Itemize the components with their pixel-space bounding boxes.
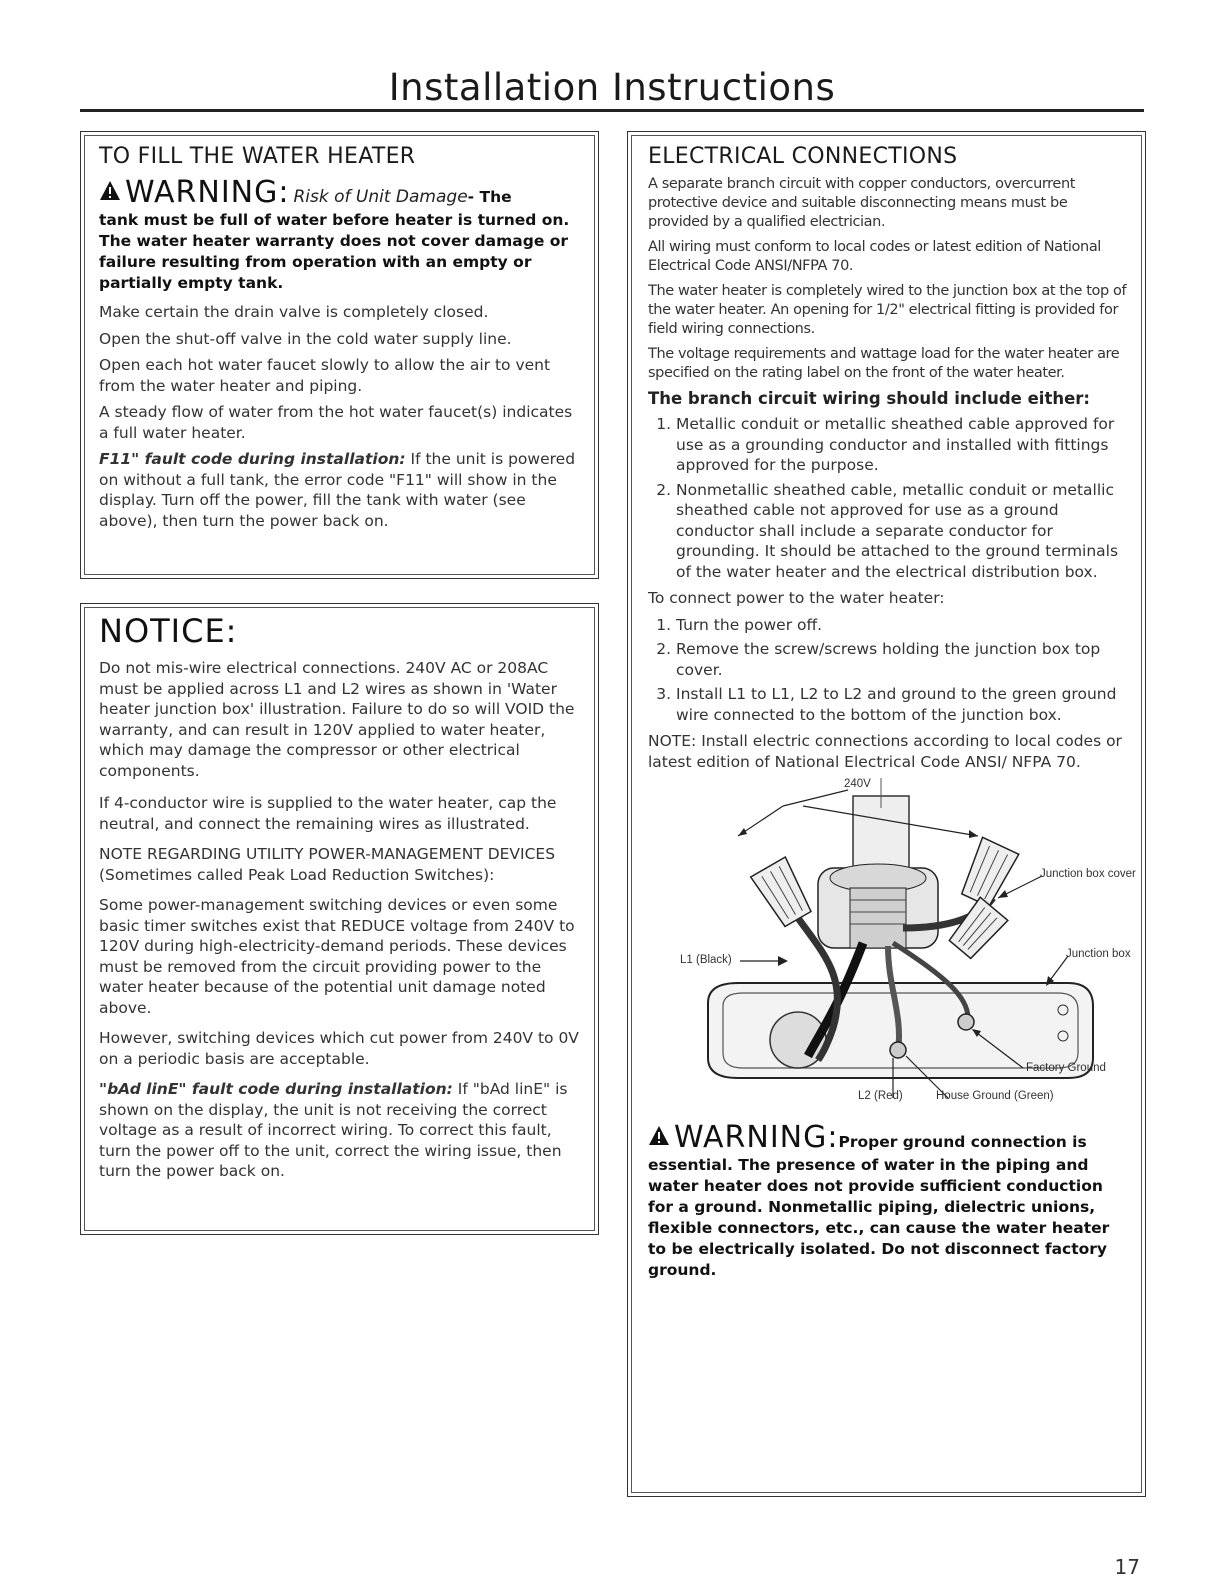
branch-circuit-subheading: The branch circuit wiring should include either: xyxy=(648,389,1091,408)
warning-triangle-icon xyxy=(648,1125,670,1147)
fill-warning-tail: - The xyxy=(467,188,512,206)
connect-note: NOTE: Install electric connections according to local codes or latest edition of National Electrical Code ANSI/ NFPA 70. xyxy=(648,732,1122,771)
branch-circuit-list xyxy=(648,414,1127,582)
electrical-connections-box xyxy=(627,131,1146,1497)
electrical-paragraph: The water heater is completely wired to the junction box at the top of the water heater. An opening for 1/2" electrical fitting is provided for field wiring connections. xyxy=(648,283,1127,337)
electrical-heading: ELECTRICAL CONNECTIONS xyxy=(648,144,958,169)
title-rule xyxy=(80,109,1144,112)
fill-warning-text: tank must be full of water before heater is turned on. The water heater warranty does not cover damage or failure resulting from operation with an empty or partially empty tank. xyxy=(99,211,570,292)
list-item: 2. Remove the screw/screws holding the junction box top cover. xyxy=(676,639,1127,680)
diagram-label-factory-ground: Factory Ground xyxy=(1026,1062,1106,1074)
fill-paragraph: Open the shut-off valve in the cold water supply line. xyxy=(99,329,512,348)
notice-paragraph: NOTE REGARDING UTILITY POWER-MANAGEMENT DEVICES (Sometimes called Peak Load Reduction Switches): xyxy=(99,845,556,884)
connect-steps-list xyxy=(648,615,1127,726)
fill-water-heater-box xyxy=(80,131,599,579)
diagram-label-junction-box: Junction box xyxy=(1066,948,1131,960)
diagram-label-240v: 240V xyxy=(844,778,871,790)
notice-paragraph: If 4-conductor wire is supplied to the water heater, cap the neutral, and connect the remaining wires as illustrated. xyxy=(99,794,557,833)
ground-warning-text: essential. The presence of water in the piping and water heater does not provide sufficient conduction for a ground. Nonmetallic piping, dielectric unions, flexible connectors, etc., can cause the water heater to be electrically isolated. Do not disconnect factory ground. xyxy=(648,1156,1110,1279)
electrical-paragraph: A separate branch circuit with copper conductors, overcurrent protective device and suitable disconnecting means must be provided by a qualified electrician. xyxy=(648,176,1076,230)
notice-paragraph: Do not mis-wire electrical connections. 240V AC or 208AC must be applied across L1 and L2 wires as shown in 'Water heater junction box' illustration. Failure to do so will VOID the warranty, and can result in 120V applied to water heater, which may damage the compressor or other electrical components. xyxy=(99,659,575,780)
list-item: 1. Metallic conduit or metallic sheathed cable approved for use as a grounding conductor and installed with fittings approved for the purpose. xyxy=(676,414,1127,476)
diagram-label-house-ground: House Ground (Green) xyxy=(936,1090,1054,1102)
ground-warning-line xyxy=(648,1120,1127,1155)
diagram-label-junction-box-cover: Junction box cover xyxy=(1040,868,1136,880)
notice-fault-paragraph xyxy=(99,1079,582,1182)
list-item: 2. Nonmetallic sheathed cable, metallic conduit or metallic sheathed cable not approved for use as a ground conductor shall include a separate conductor for grounding. It should be attached to the ground terminals of the water heater and the electrical distribution box. xyxy=(676,480,1127,583)
fill-paragraph: A steady flow of water from the hot water faucet(s) indicates a full water heater. xyxy=(99,403,573,442)
connect-intro: To connect power to the water heater: xyxy=(648,589,945,607)
ground-warning-word: WARNING: xyxy=(674,1120,839,1155)
page-title: Installation Instructions xyxy=(388,66,836,109)
diagram-label-l1: L1 (Black) xyxy=(680,954,732,966)
fill-warning-word: WARNING: xyxy=(125,175,290,210)
ground-warning-lead: Proper ground connection is xyxy=(838,1133,1087,1151)
fill-heading: TO FILL THE WATER HEATER xyxy=(99,144,416,169)
fill-warning-risk: Risk of Unit Damage xyxy=(293,187,468,207)
fill-fault-text: If the unit is powered on without a full tank, the error code "F11" will show in the display. Turn off the power, fill the tank with water (see above), then turn the power back on. xyxy=(99,450,576,530)
notice-fault-lead: "bAd linE" fault code during installation: xyxy=(99,1080,453,1098)
diagram-label-l2: L2 (Red) xyxy=(858,1090,903,1102)
list-item: 3. Install L1 to L1, L2 to L2 and ground to the green ground wire connected to the bottom of the junction box. xyxy=(676,684,1127,725)
electrical-paragraph: The voltage requirements and wattage load for the water heater are specified on the rating label on the front of the water heater. xyxy=(648,346,1120,381)
fill-warning-line xyxy=(99,175,582,210)
junction-box-diagram xyxy=(648,778,1136,1118)
notice-paragraph: Some power-management switching devices or even some basic timer switches exist that REDUCE voltage from 240V to 120V during high-electricity-demand periods. These devices must be removed from the circuit providing power to the water heater because of the potential unit damage noted above. xyxy=(99,896,575,1017)
list-item: 1. Turn the power off. xyxy=(676,615,1127,636)
fill-paragraph: Open each hot water faucet slowly to allow the air to vent from the water heater and piping. xyxy=(99,356,551,395)
notice-fault-text: If "bAd linE" is shown on the display, the unit is not receiving the correct voltage as a result of incorrect wiring. To correct this fault, turn the power off to the unit, correct the wiring issue, then turn the power back on. xyxy=(99,1080,568,1180)
fill-paragraph: Make certain the drain valve is completely closed. xyxy=(99,303,489,321)
notice-heading: NOTICE: xyxy=(99,612,238,650)
fill-fault-paragraph xyxy=(99,449,582,531)
notice-box xyxy=(80,603,599,1235)
warning-triangle-icon xyxy=(99,180,121,202)
fill-fault-lead: F11" fault code during installation: xyxy=(99,450,406,468)
electrical-paragraph: All wiring must conform to local codes or latest edition of National Electrical Code ANSI/NFPA 70. xyxy=(648,239,1101,274)
page-number: 17 xyxy=(1114,1555,1140,1579)
notice-paragraph: However, switching devices which cut power from 240V to 0V on a periodic basis are acceptable. xyxy=(99,1029,579,1068)
